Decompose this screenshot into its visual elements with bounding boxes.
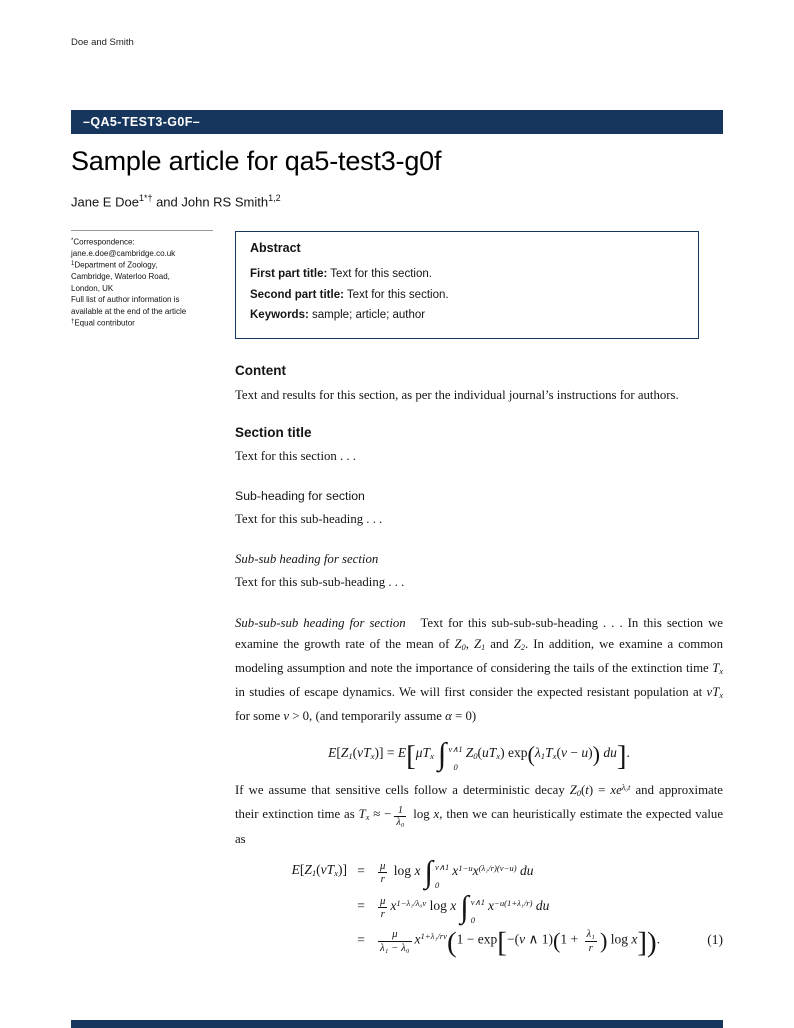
footer-bar — [71, 1020, 723, 1028]
abstract-item-text: sample; article; author — [308, 309, 426, 321]
authors-line — [71, 193, 281, 209]
equation-number: (1) — [707, 932, 723, 948]
subsection-paragraph: Text for this sub-heading . . . — [235, 511, 383, 526]
equation-row-2 — [235, 888, 723, 926]
content-heading: Content — [235, 363, 286, 378]
equals-sign: = — [357, 863, 365, 879]
subsubsection-paragraph: Text for this sub-sub-heading . . . — [235, 574, 405, 589]
author-affiliation-mark-2: 1,2 — [268, 193, 281, 203]
equation-row-1 — [235, 853, 723, 891]
sidebar-line-info-1: Full list of author information is — [71, 295, 180, 305]
running-head: Doe and Smith — [71, 37, 134, 48]
abstract-item-label: Second part title: — [250, 288, 344, 301]
abstract-item-first — [250, 264, 684, 285]
section-paragraph: Text for this section . . . — [235, 448, 357, 463]
subsection-heading: Sub-heading for section — [235, 489, 365, 503]
abstract-title: Abstract — [250, 241, 301, 255]
body-paragraph: If we assume that sensitive cells follow a deterministic decay $Z0(t) = xe^{\lambda_0t}$ and approximate their extinction time as Tx ≈ − $\frac{1}{\text{λ₀}}$ log x, then we can heuristically estimate the expected value as — [235, 782, 727, 847]
sidebar-line-equal-contributor: †Equal contributor — [71, 318, 135, 328]
content-paragraph: Text and results for this section, as per the individual journal’s instructions for authors. — [235, 387, 679, 402]
section-heading: Section title — [235, 425, 312, 440]
article-title: Sample article for qa5-test3-g0f — [71, 146, 442, 176]
sidebar-line-affiliation-2: Cambridge, Waterloo Road, — [71, 272, 170, 282]
equals-sign: = — [357, 932, 365, 948]
abstract-item-second — [250, 285, 684, 306]
runin-paragraph: Sub-sub-sub heading for section Text for this sub-sub-sub-heading . . . In this section we examine the growth rate of the mean of Z0, Z1 and Z2. In addition, we examine a common modeling assumption and note the importance of considering the tails of the extinction time Tx in studies of escape dynamics. We will first consider the expected resistant population at vTx for some v > 0, (and temporarily assume α = 0) — [235, 616, 727, 724]
sidebar-line-affiliation-3: London, UK — [71, 283, 114, 293]
banner-text: –QA5-TEST3-G0F– — [83, 115, 201, 129]
equation-rhs-1: $\frac{\mu}{r}$ log x ∫ v∧1 0 $x^{1-u}x^{(\lambda_1/r)(v-u)}$ du — [380, 853, 534, 891]
author-affiliation-mark-1: 1*† — [138, 193, 153, 203]
aligned-equations — [235, 853, 723, 959]
equation-row-3 — [235, 926, 723, 959]
sidebar-line-affiliation-1: $^1$Department of Zoology, — [71, 260, 158, 270]
abstract-item-label: First part title: — [250, 268, 328, 280]
correspondence-note — [71, 230, 213, 329]
sidebar-line-email: jane.e.doe@cambridge.co.uk — [71, 248, 176, 258]
main-content — [235, 362, 727, 959]
author-name-2: and John RS Smith — [152, 194, 269, 210]
equals-sign: = — [357, 898, 365, 914]
abstract-item-text: Text for this section. — [343, 288, 449, 301]
abstract-item-keywords — [250, 305, 684, 326]
banner — [71, 110, 723, 134]
equation-lhs: E[Z1(vTx)] — [291, 862, 347, 878]
display-equation: E[Z1(vTx)] = E[μTx ∫ v∧1 0 Z0(uTx) exp(λ1Tx(v − u)) du]. — [328, 735, 630, 773]
sidebar-line-correspondence: *Correspondence: — [71, 237, 135, 247]
abstract-box — [235, 231, 699, 339]
equation-rhs-2: $\frac{\mu}{r}$ $x^{1-\lambda_1/\lambda_0v}$ log x ∫ v∧1 0 $x^{-u(1+\lambda_1/r)}$ du — [380, 888, 550, 926]
abstract-item-text: Text for this section. — [327, 268, 432, 280]
subsubsection-heading: Sub-sub heading for section — [235, 552, 379, 566]
equation-rhs-3: $\frac{\mu}{\text{λ₁ − λ₀}}$ $x^{1+\lambda_1/rv}(1 - \exp[-(v$ ∧ 1)(1 + $\frac{\text{λ₁}}{r}$ ) log x]). — [380, 926, 661, 959]
sidebar-line-info-2: available at the end of the article — [71, 306, 187, 316]
author-name-1: Jane E Doe — [71, 194, 139, 210]
abstract-item-label: Keywords: — [250, 309, 309, 321]
